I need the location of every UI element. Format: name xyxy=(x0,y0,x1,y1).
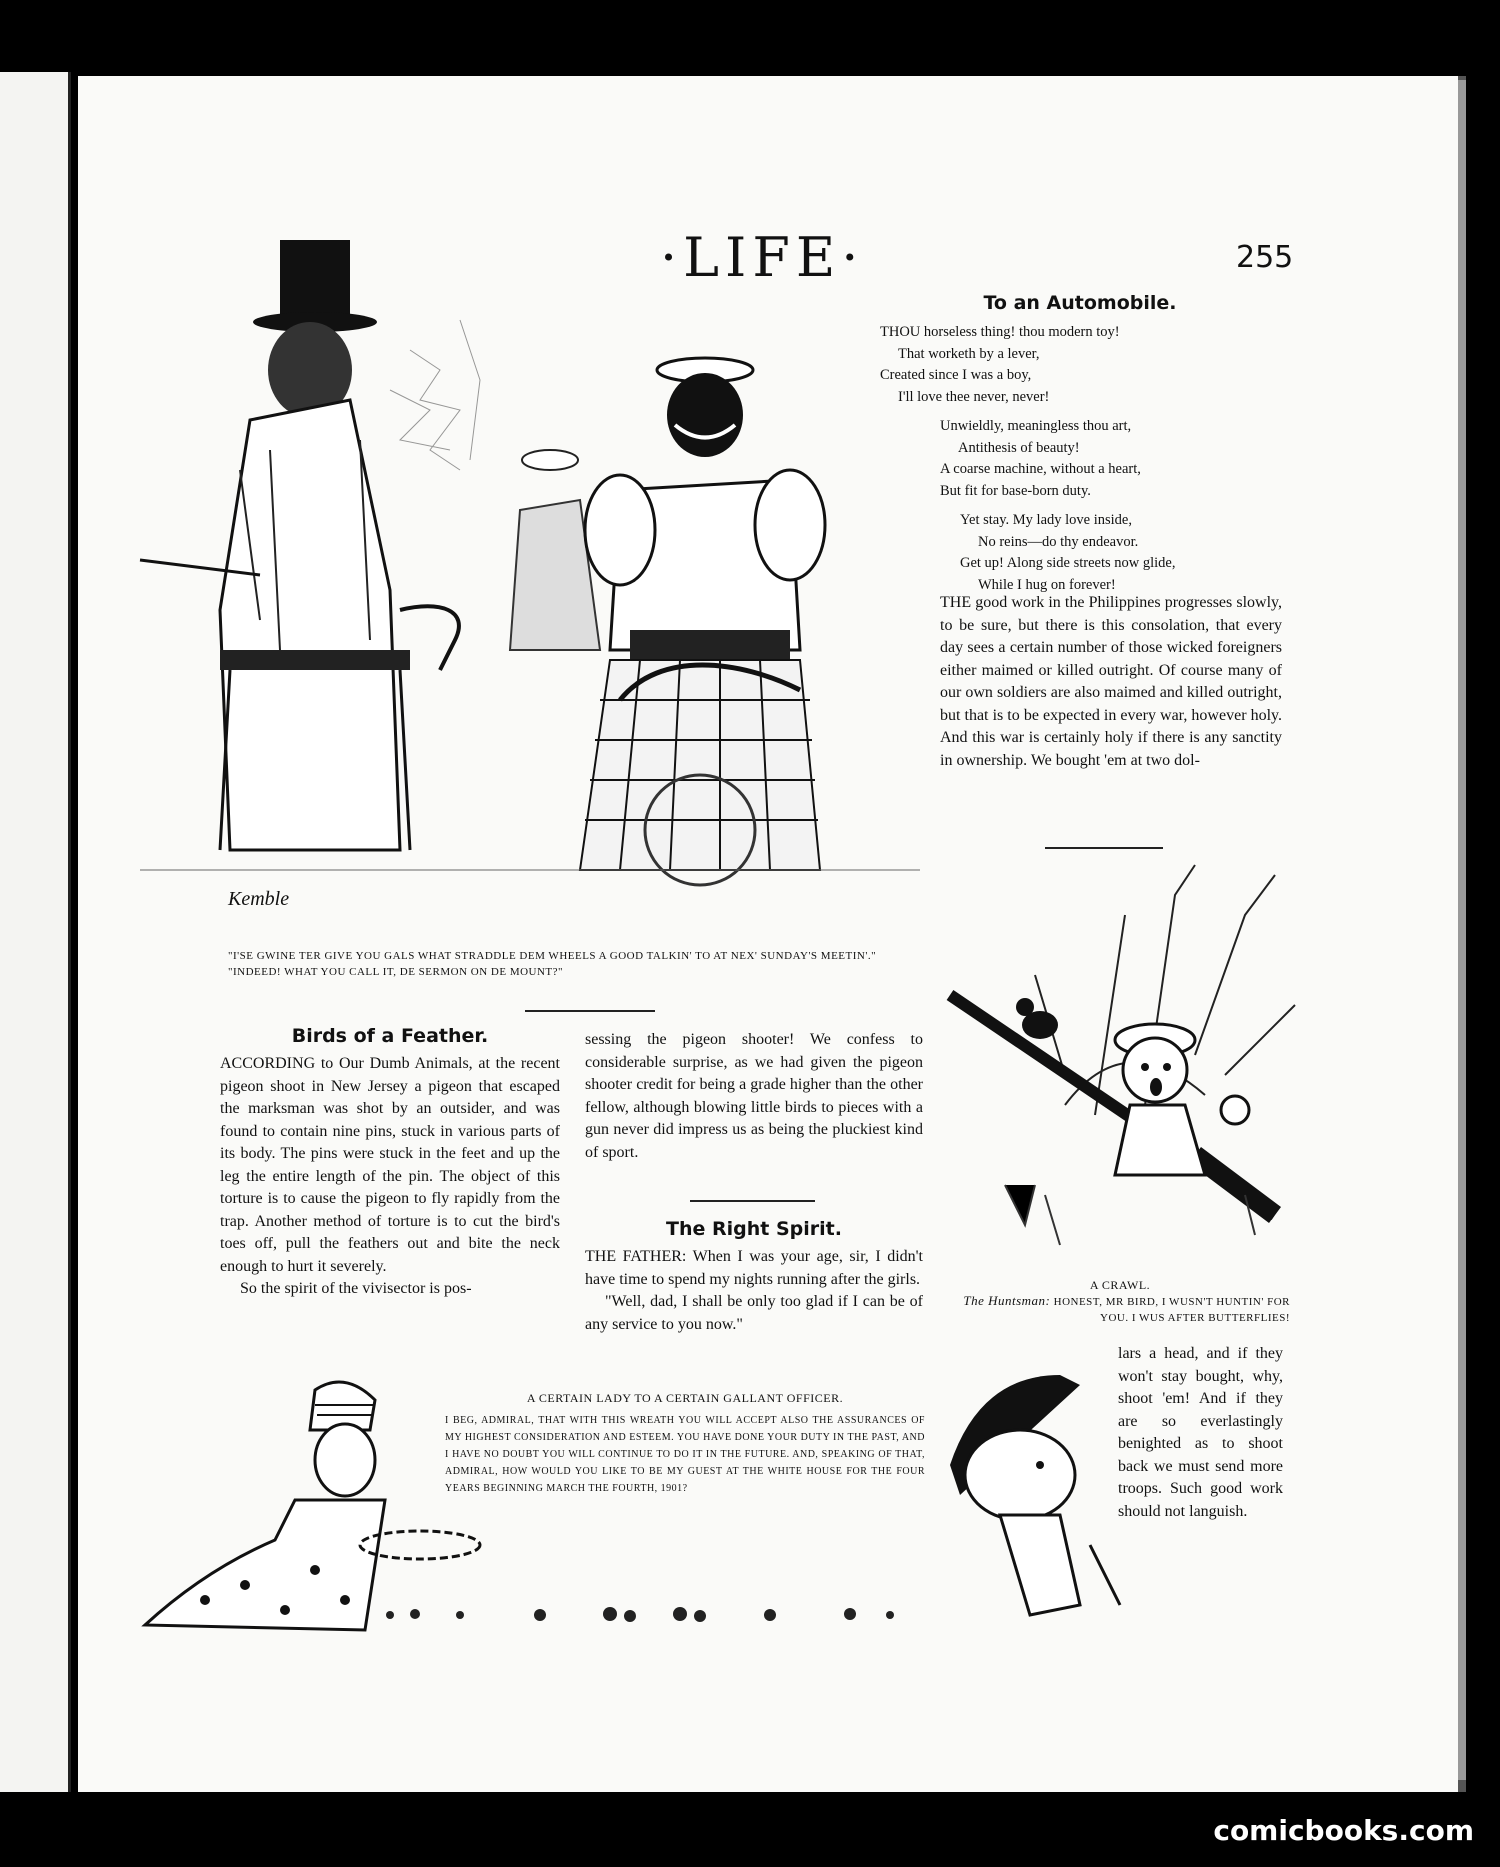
page-edge-shadow xyxy=(1458,80,1466,1780)
poem-stanza-1 xyxy=(880,322,1280,408)
caption-line-2: "INDEED! WHAT YOU CALL IT, DE SERMON ON DE MOUNT?" xyxy=(228,966,564,978)
divider xyxy=(690,1200,815,1202)
right-spirit-reply: "Well, dad, I shall be only too glad if I can be of any service to you now." xyxy=(585,1293,923,1333)
right-spirit-article xyxy=(585,1218,923,1336)
poem-line: Yet stay. My lady love inside, xyxy=(960,512,1132,528)
lady-officer-block xyxy=(445,1390,925,1497)
divider xyxy=(525,1010,655,1012)
birds-text-col1-end: So the spirit of the vivisector is pos- xyxy=(240,1280,472,1297)
hunter-caption-block xyxy=(950,1277,1290,1326)
poem-title: To an Automobile. xyxy=(983,292,1177,314)
hunter-cartoon-title: A CRAWL. xyxy=(1089,1278,1151,1292)
main-illustration xyxy=(140,230,920,930)
poem-line: A coarse machine, without a heart, xyxy=(940,461,1141,477)
poem-stanza-3 xyxy=(880,510,1280,596)
admiral-cartoon xyxy=(940,1365,1140,1625)
birds-article xyxy=(220,1025,560,1301)
artist-signature: Kemble xyxy=(228,888,290,910)
right-spirit-text: THE FATHER: When I was your age, sir, I didn't have time to spend my nights running after the girls. xyxy=(585,1248,923,1288)
poem-line: While I hug on forever! xyxy=(978,576,1116,593)
masthead: ·LIFE· xyxy=(660,226,865,289)
birds-text-col1: ACCORDING to Our Dumb Animals, at the recent pigeon shoot in New Jersey a pigeon that escaped the marksman was shot by an outsider, and was found to contain nine pins, stuck in various parts of its body. The pins were stuck in the feet and up the leg the entire length of the pin. The object of this torture is to cause the pigeon to fly rapidly from the trap. Another method of torture is to cut the bird's toes off, pull the feathers out and bite the neck enough to hurt it severely. xyxy=(220,1055,560,1275)
poem-line: But fit for base-born duty. xyxy=(940,482,1091,499)
poem-line: That worketh by a lever, xyxy=(898,345,1040,362)
lady-officer-title: A CERTAIN LADY TO A CERTAIN GALLANT OFFICER. xyxy=(526,1391,844,1405)
birds-text-col2: sessing the pigeon shooter! We confess to considerable surprise, as we had given the pigeon shooter credit for being a grade higher than the other fellow, although blowing little birds to pieces with a gun never did impress us as being the pluckiest kind of sport. xyxy=(585,1031,923,1161)
lady-officer-text: I BEG, ADMIRAL, THAT WITH THIS WREATH YOU WILL ACCEPT ALSO THE ASSURANCES OF MY HIGHEST CONSIDERATION AND ESTEEM. YOU HAVE DONE YOUR DUTY IN THE PAST, AND I HAVE NO DOUBT YOU WILL CONTINUE TO DO IT IN THE FUTURE. AND, SPEAKING OF THAT, ADMIRAL, HOW WOULD YOU LIKE TO BE MY GUEST AT THE WHITE HOUSE FOR THE FOUR YEARS BEGINNING MARCH THE FOURTH, 1901? xyxy=(445,1415,925,1494)
poem-line: Antithesis of beauty! xyxy=(958,439,1080,456)
poem-line: THOU horseless thing! thou modern toy! xyxy=(880,324,1120,340)
hunter-speaker: The Huntsman: xyxy=(963,1293,1051,1308)
previous-page-edge xyxy=(0,72,71,1792)
philippines-continued: lars a head, and if they won't stay bought, why, shoot 'em! And if they are so everlastingly benighted as to shoot back we must send more troops. Such good work should not languish. xyxy=(1118,1345,1283,1520)
caption-line-1: "I'SE GWINE TER GIVE YOU GALS WHAT STRADDLE DEM WHEELS A GOOD TALKIN' TO AT NEX' SUNDAY'S MEETIN'." xyxy=(228,950,877,962)
hunter-cartoon-caption xyxy=(950,1293,1290,1326)
poem-line: I'll love thee never, never! xyxy=(898,388,1050,405)
watermark: comicbooks.com xyxy=(1213,1814,1474,1847)
philippines-paragraph: THE good work in the Philippines progresses slowly, to be sure, but there is this consolation, that every day sees a certain number of those wicked foreigners either maimed or killed outright. Of course many of our own soldiers are also maimed and killed outright, but that is to be expected in every war, however holy. And this war is certainly holy if there is any sanctity in ownership. We bought 'em at two dol- xyxy=(940,594,1282,769)
right-spirit-title: The Right Spirit. xyxy=(666,1218,842,1240)
hunter-caption-text: HONEST, MR BIRD, I WUSN'T HUNTIN' FOR YOU. I WUS AFTER BUTTERFLIES! xyxy=(1053,1296,1290,1324)
poem-line: Created since I was a boy, xyxy=(880,367,1032,383)
floral-border xyxy=(370,1600,930,1630)
poem-line: Get up! Along side streets now glide, xyxy=(960,555,1176,571)
main-illustration-caption xyxy=(228,948,948,980)
divider xyxy=(1045,847,1163,849)
poem-stanza-2 xyxy=(880,416,1280,502)
poem-line: Unwieldly, meaningless thou art, xyxy=(940,418,1132,434)
poem-block xyxy=(880,292,1280,596)
page-number: 255 xyxy=(1236,240,1294,275)
hunter-cartoon xyxy=(945,855,1305,1275)
poem-line: No reins—do thy endeavor. xyxy=(978,533,1139,550)
lady-cartoon xyxy=(145,1370,485,1630)
birds-title: Birds of a Feather. xyxy=(291,1025,489,1047)
